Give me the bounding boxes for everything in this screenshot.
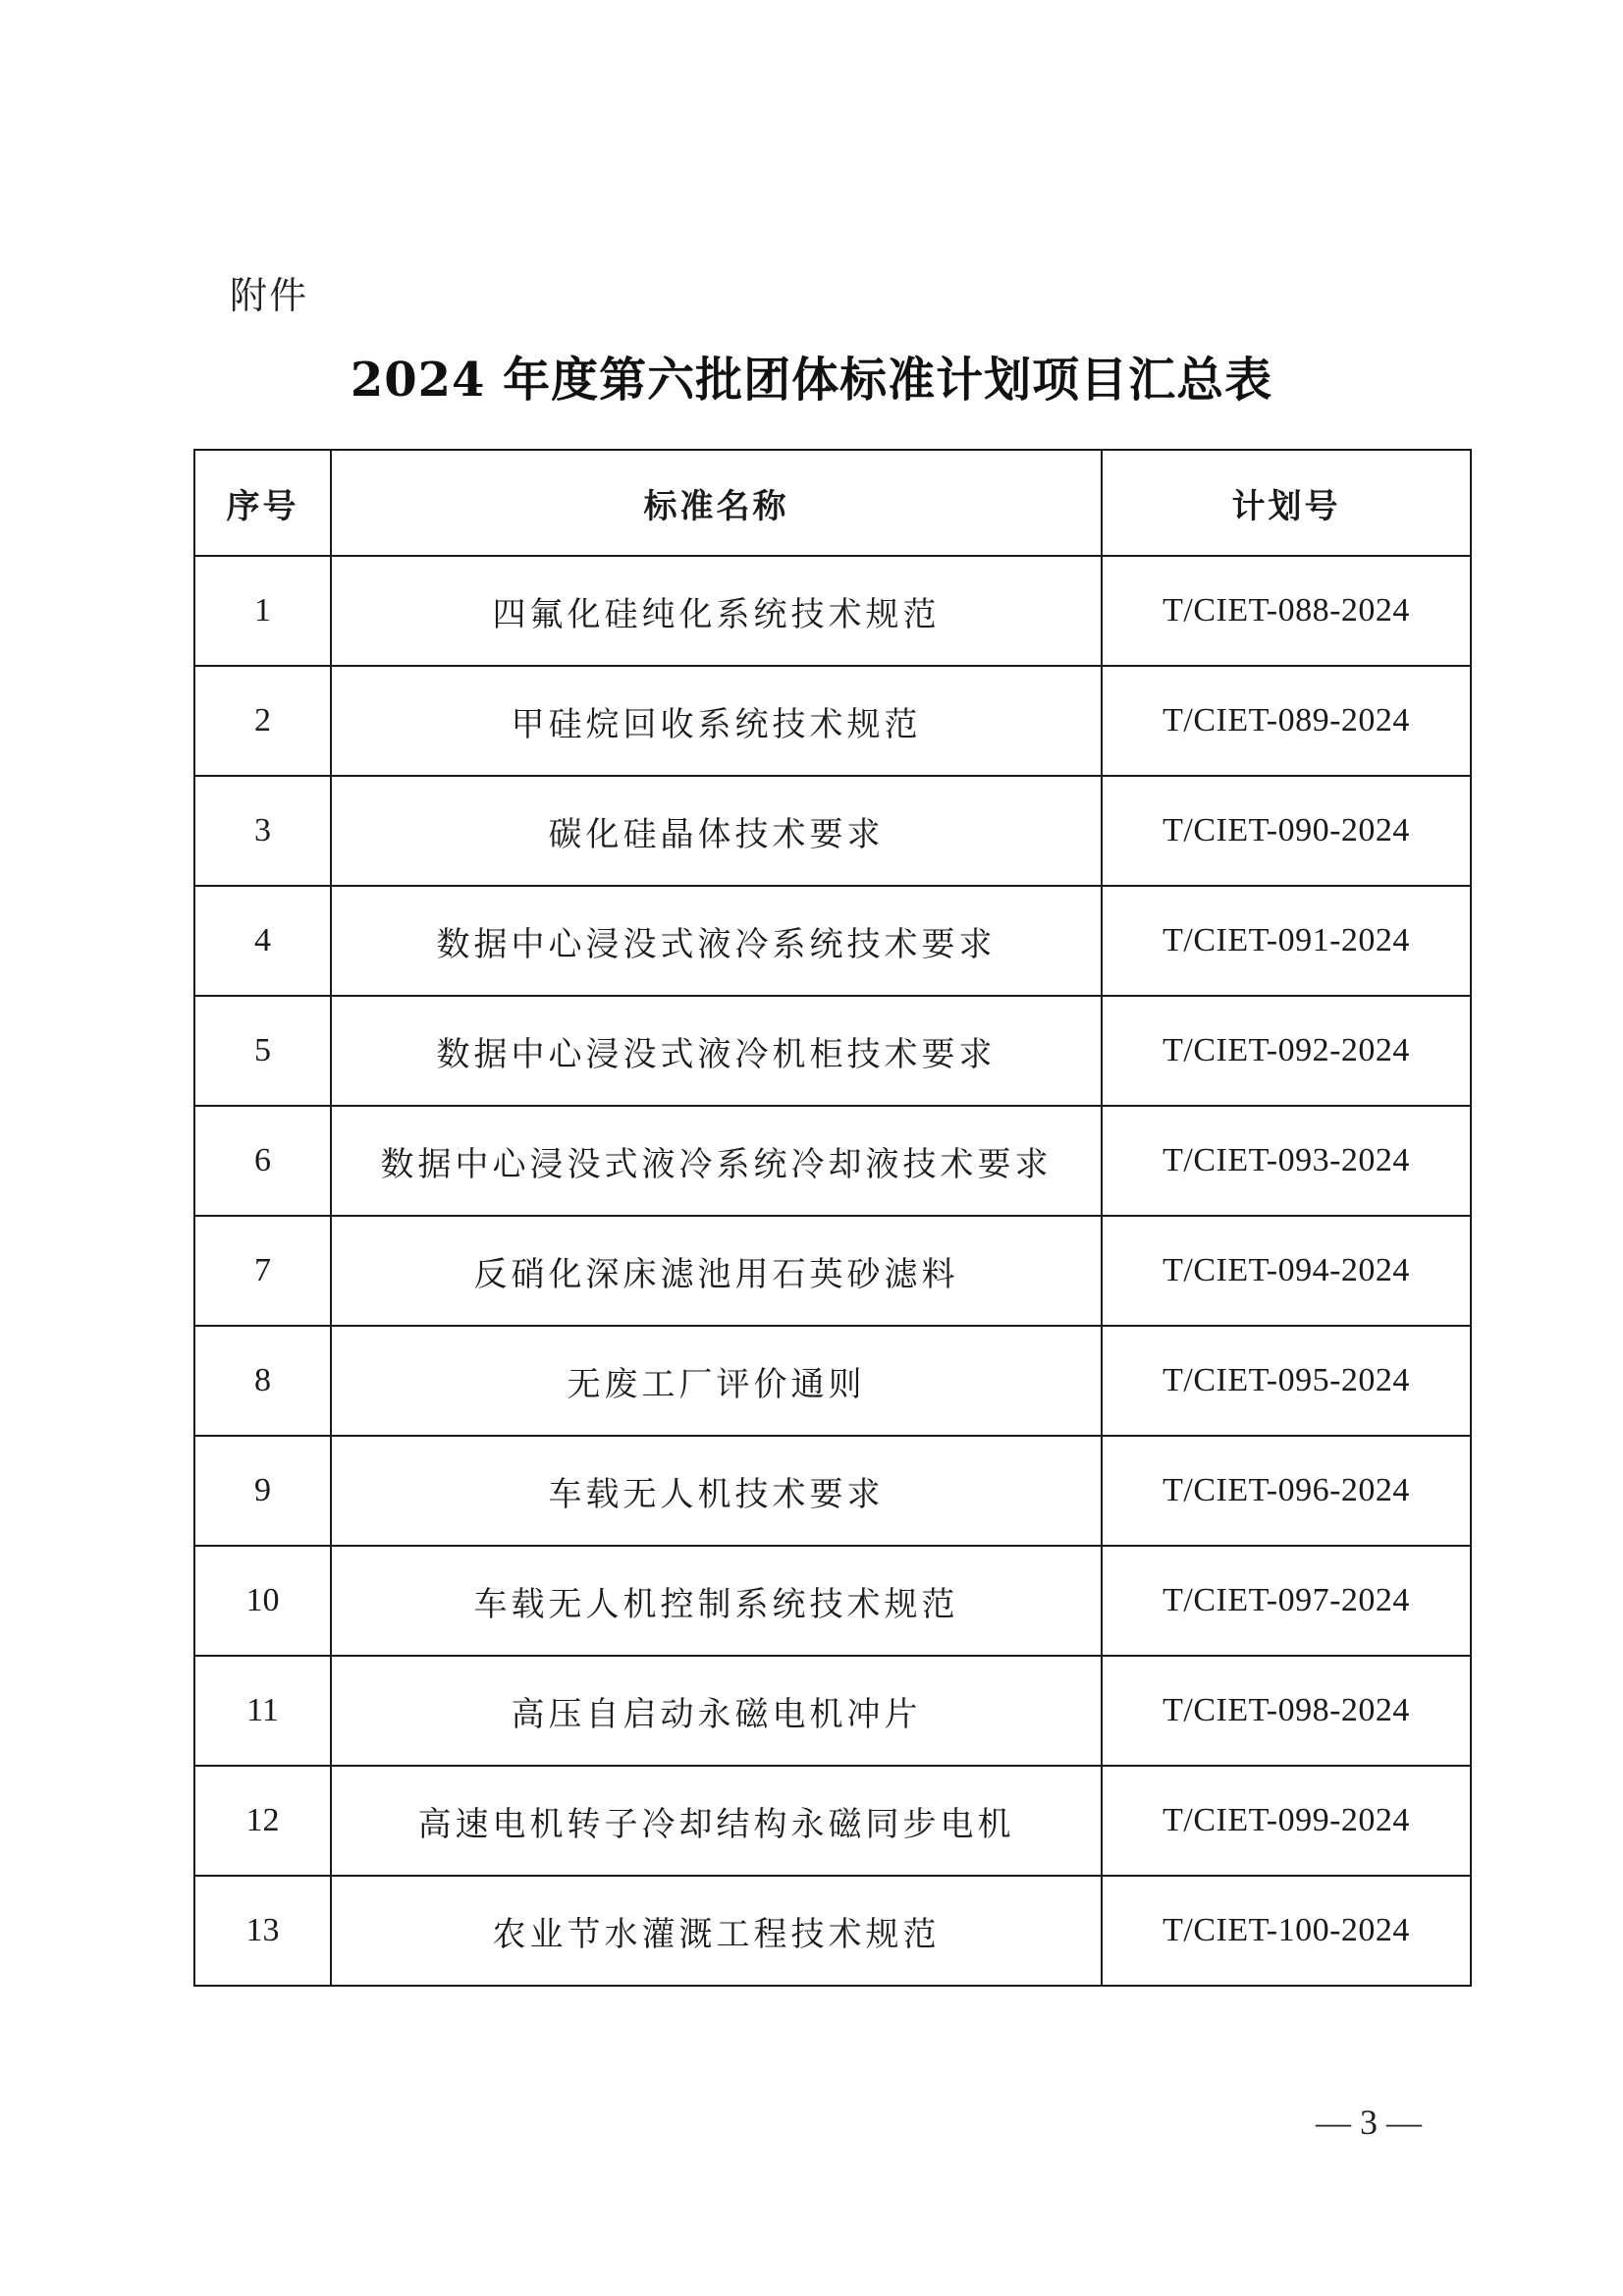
table-row — [194, 666, 1471, 776]
table-row — [194, 1436, 1471, 1546]
table-row — [194, 1656, 1471, 1766]
column-header-code: 计划号 — [1102, 450, 1471, 556]
plan-code: T/CIET-092-2024 — [1102, 996, 1471, 1106]
standard-name: 无废工厂评价通则 — [331, 1326, 1102, 1436]
table-row — [194, 996, 1471, 1106]
page-title: 2024 年度第六批团体标准计划项目汇总表 — [350, 353, 1273, 408]
plan-table — [193, 449, 1472, 1987]
row-number: 8 — [194, 1326, 331, 1436]
plan-code: T/CIET-099-2024 — [1102, 1766, 1471, 1876]
standard-name: 碳化硅晶体技术要求 — [331, 776, 1102, 886]
plan-code: T/CIET-090-2024 — [1102, 776, 1471, 886]
table-row — [194, 1216, 1471, 1326]
plan-code: T/CIET-088-2024 — [1102, 556, 1471, 666]
row-number: 4 — [194, 886, 331, 996]
row-number: 6 — [194, 1106, 331, 1216]
plan-code: T/CIET-096-2024 — [1102, 1436, 1471, 1546]
plan-code: T/CIET-098-2024 — [1102, 1656, 1471, 1766]
plan-code: T/CIET-093-2024 — [1102, 1106, 1471, 1216]
row-number: 1 — [194, 556, 331, 666]
table-row — [194, 1106, 1471, 1216]
standard-name: 数据中心浸没式液冷机柜技术要求 — [331, 996, 1102, 1106]
standard-name: 数据中心浸没式液冷系统技术要求 — [331, 886, 1102, 996]
standard-name: 高压自启动永磁电机冲片 — [331, 1656, 1102, 1766]
row-number: 9 — [194, 1436, 331, 1546]
table-row — [194, 1876, 1471, 1986]
row-number: 3 — [194, 776, 331, 886]
table-header-row — [194, 450, 1471, 556]
row-number: 5 — [194, 996, 331, 1106]
column-header-no: 序号 — [194, 450, 331, 556]
column-header-name: 标准名称 — [331, 450, 1102, 556]
table-row — [194, 776, 1471, 886]
row-number: 7 — [194, 1216, 331, 1326]
plan-code: T/CIET-089-2024 — [1102, 666, 1471, 776]
standard-name: 高速电机转子冷却结构永磁同步电机 — [331, 1766, 1102, 1876]
plan-code: T/CIET-091-2024 — [1102, 886, 1471, 996]
row-number: 10 — [194, 1546, 331, 1656]
table-row — [194, 886, 1471, 996]
row-number: 11 — [194, 1656, 331, 1766]
table-row — [194, 1766, 1471, 1876]
standard-name: 四氟化硅纯化系统技术规范 — [331, 556, 1102, 666]
standard-name: 甲硅烷回收系统技术规范 — [331, 666, 1102, 776]
attachment-label: 附件 — [230, 274, 309, 317]
plan-code: T/CIET-095-2024 — [1102, 1326, 1471, 1436]
standard-name: 农业节水灌溉工程技术规范 — [331, 1876, 1102, 1986]
row-number: 12 — [194, 1766, 331, 1876]
plan-code: T/CIET-097-2024 — [1102, 1546, 1471, 1656]
row-number: 2 — [194, 666, 331, 776]
standard-name: 车载无人机技术要求 — [331, 1436, 1102, 1546]
standard-name: 反硝化深床滤池用石英砂滤料 — [331, 1216, 1102, 1326]
table-row — [194, 556, 1471, 666]
row-number: 13 — [194, 1876, 331, 1986]
table-row — [194, 1546, 1471, 1656]
plan-code: T/CIET-100-2024 — [1102, 1876, 1471, 1986]
standard-name: 数据中心浸没式液冷系统冷却液技术要求 — [331, 1106, 1102, 1216]
standard-name: 车载无人机控制系统技术规范 — [331, 1546, 1102, 1656]
page-number: — 3 — — [1316, 2103, 1422, 2142]
plan-code: T/CIET-094-2024 — [1102, 1216, 1471, 1326]
table-row — [194, 1326, 1471, 1436]
